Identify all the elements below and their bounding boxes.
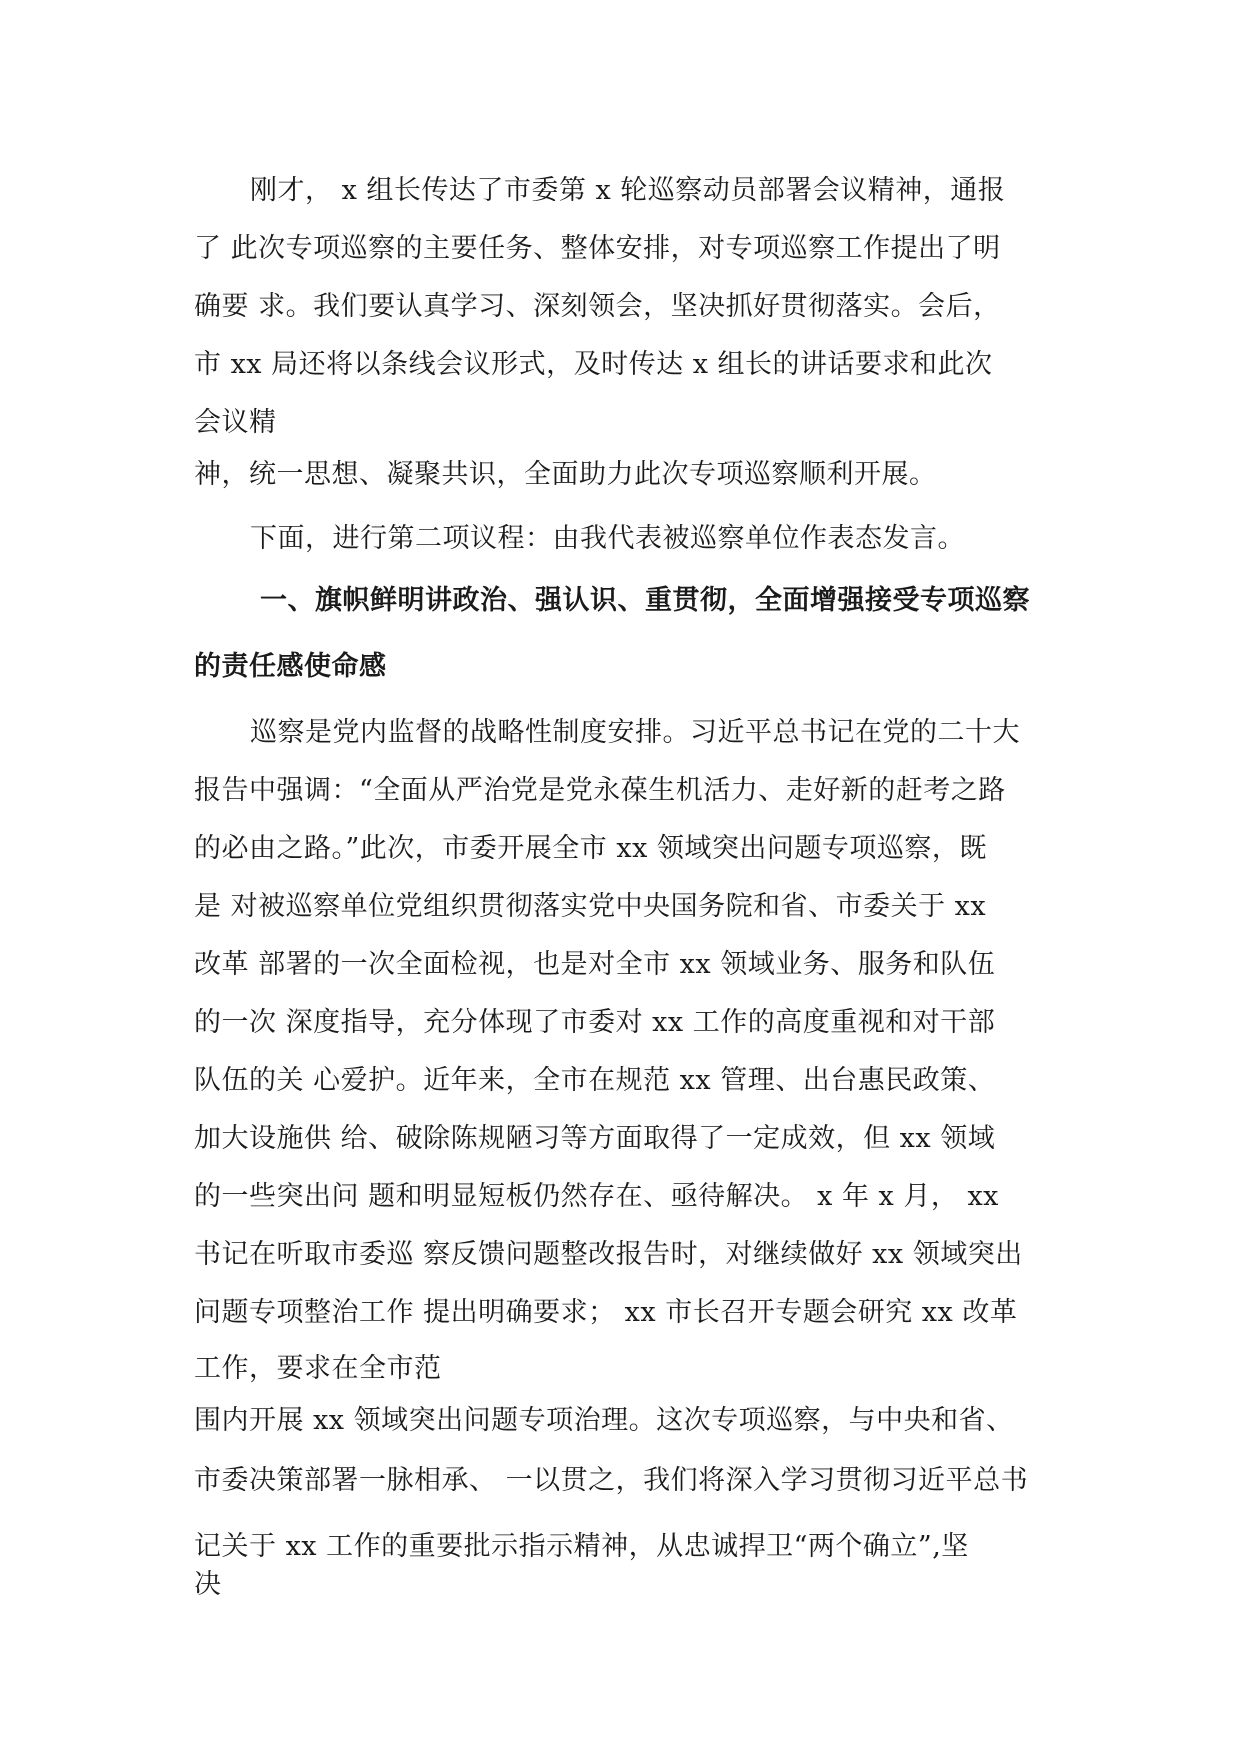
paragraph-line: 改革 部署的一次全面检视，也是对全市 xx 领域业务、服务和队伍 — [194, 949, 996, 980]
paragraph-line: 工作，要求在全市范 — [194, 1353, 442, 1384]
paragraph-line: 神，统一思想、凝聚共识，全面助力此次专项巡察顺利开展。 — [194, 459, 937, 490]
paragraph-line: 确要 求。我们要认真学习、深刻领会，坚决抓好贯彻落实。会后， — [194, 291, 1001, 322]
paragraph-line: 记关于 xx 工作的重要批示指示精神，从忠诚捍卫“两个确立”,坚 — [194, 1531, 969, 1562]
paragraph-line: 队伍的关 心爱护。近年来，全市在规范 xx 管理、出台惠民政策、 — [194, 1065, 996, 1096]
paragraph-line: 问题专项整治工作 提出明确要求； xx 市长召开专题会研究 xx 改革 — [194, 1297, 1018, 1328]
paragraph-line: 下面，进行第二项议程：由我代表被巡察单位作表态发言。 — [250, 523, 965, 554]
paragraph-line: 的一些突出问 题和明显短板仍然存在、亟待解决。 x 年 x 月， xx — [194, 1181, 999, 1212]
section-heading: 的责任感使命感 — [194, 651, 387, 682]
paragraph-line: 巡察是党内监督的战略性制度安排。习近平总书记在党的二十大 — [250, 717, 1020, 748]
paragraph-line: 市委决策部署一脉相承、 一以贯之，我们将深入学习贯彻习近平总书 — [194, 1465, 1029, 1496]
paragraph-line: 的一次 深度指导，充分体现了市委对 xx 工作的高度重视和对干部 — [194, 1007, 996, 1038]
paragraph-line: 加大设施供 给、破除陈规陋习等方面取得了一定成效，但 xx 领域 — [194, 1123, 996, 1154]
paragraph-line: 决 — [194, 1569, 222, 1600]
paragraph-line: 是 对被巡察单位党组织贯彻落实党中央国务院和省、市委关于 xx — [194, 891, 987, 922]
paragraph-line: 的必由之路。”此次，市委开展全市 xx 领域突出问题专项巡察，既 — [194, 833, 987, 864]
section-heading: 一、旗帜鲜明讲政治、强认识、重贯彻，全面增强接受专项巡察 — [260, 585, 1030, 616]
paragraph-line: 刚才， x 组长传达了市委第 x 轮巡察动员部署会议精神，通报 — [250, 175, 1006, 206]
paragraph-line: 会议精 — [194, 407, 277, 438]
paragraph-line: 市 xx 局还将以条线会议形式，及时传达 x 组长的讲话要求和此次 — [194, 349, 993, 380]
paragraph-line: 报告中强调：“全面从严治党是党永葆生机活力、走好新的赶考之路 — [194, 775, 1006, 806]
paragraph-line: 了 此次专项巡察的主要任务、整体安排，对专项巡察工作提出了明 — [194, 233, 1001, 264]
paragraph-line: 围内开展 xx 领域突出问题专项治理。这次专项巡察，与中央和省、 — [194, 1405, 1014, 1436]
paragraph-line: 书记在听取市委巡 察反馈问题整改报告时，对继续做好 xx 领域突出 — [194, 1239, 1023, 1270]
